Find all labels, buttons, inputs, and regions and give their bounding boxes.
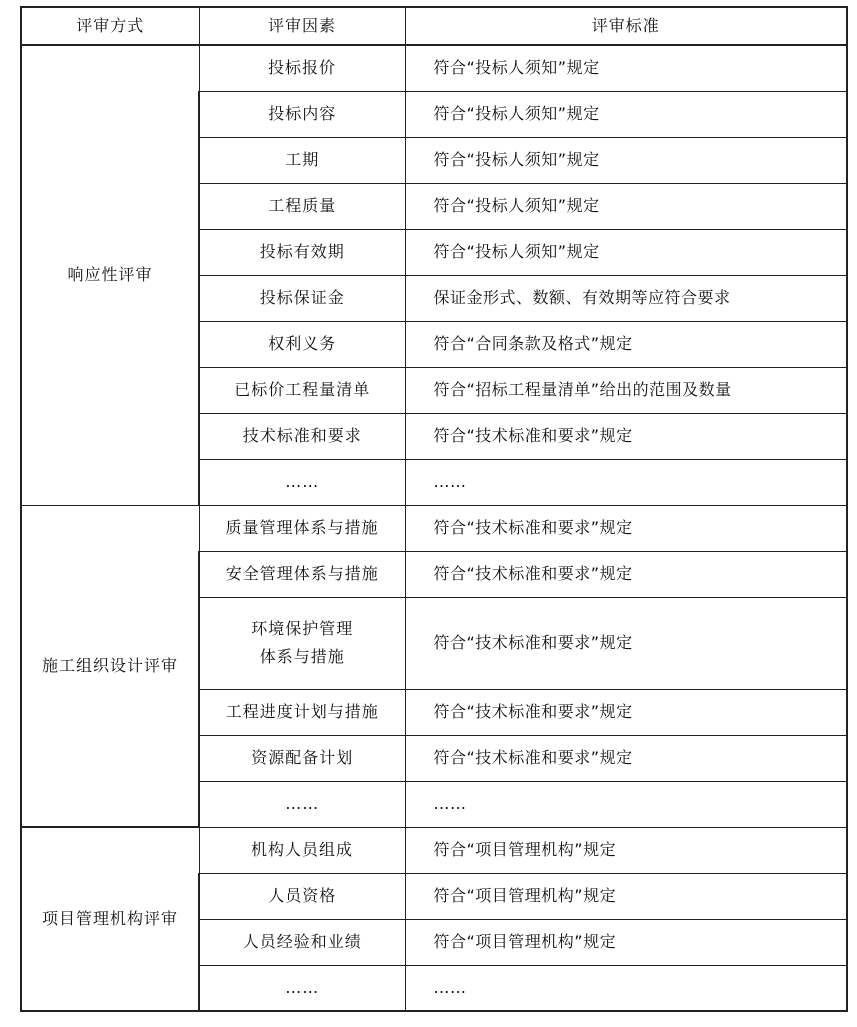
- factor-line-1: 环境保护管理: [251, 619, 354, 638]
- standard-cell: 符合“技术标准和要求”规定: [405, 413, 847, 459]
- factor-cell: 质量管理体系与措施: [199, 505, 405, 551]
- table-row: [21, 827, 847, 873]
- factor-cell: 技术标准和要求: [199, 413, 405, 459]
- factor-cell: 投标报价: [199, 45, 405, 91]
- standard-cell: 符合“投标人须知”规定: [405, 45, 847, 91]
- standard-cell: 符合“项目管理机构”规定: [405, 873, 847, 919]
- factor-cell: 机构人员组成: [199, 827, 405, 873]
- factor-cell: 工程进度计划与措施: [199, 689, 405, 735]
- standard-cell-ellipsis: ……: [405, 965, 847, 1011]
- factor-line-2: 体系与措施: [259, 647, 345, 666]
- header-method: 评审方式: [21, 7, 199, 45]
- factor-cell: 安全管理体系与措施: [199, 551, 405, 597]
- standard-cell: 符合“技术标准和要求”规定: [405, 689, 847, 735]
- method-responsiveness: 响应性评审: [21, 45, 199, 505]
- standard-cell: 符合“招标工程量清单”给出的范围及数量: [405, 367, 847, 413]
- factor-cell-two-line: [199, 597, 405, 689]
- factor-cell: 已标价工程量清单: [199, 367, 405, 413]
- factor-cell: 人员经验和业绩: [199, 919, 405, 965]
- standard-cell: 符合“投标人须知”规定: [405, 183, 847, 229]
- standard-cell: 符合“项目管理机构”规定: [405, 827, 847, 873]
- factor-cell: 投标保证金: [199, 275, 405, 321]
- standard-cell: 符合“技术标准和要求”规定: [405, 735, 847, 781]
- factor-cell-ellipsis: ……: [199, 459, 405, 505]
- factor-cell: 工程质量: [199, 183, 405, 229]
- standard-cell: 保证金形式、数额、有效期等应符合要求: [405, 275, 847, 321]
- method-project-management: 项目管理机构评审: [21, 827, 199, 1011]
- method-construction-design: 施工组织设计评审: [21, 505, 199, 827]
- standard-cell: 符合“投标人须知”规定: [405, 137, 847, 183]
- factor-cell-ellipsis: ……: [199, 781, 405, 827]
- standard-cell-ellipsis: ……: [405, 781, 847, 827]
- header-factor: 评审因素: [199, 7, 405, 45]
- standard-cell: 符合“投标人须知”规定: [405, 229, 847, 275]
- factor-cell: 投标内容: [199, 91, 405, 137]
- table-header-row: [21, 7, 847, 45]
- table-row: [21, 505, 847, 551]
- header-standard: 评审标准: [405, 7, 847, 45]
- factor-cell-ellipsis: ……: [199, 965, 405, 1011]
- standard-cell: 符合“技术标准和要求”规定: [405, 597, 847, 689]
- standard-cell: 符合“项目管理机构”规定: [405, 919, 847, 965]
- factor-cell: 资源配备计划: [199, 735, 405, 781]
- table-row: [21, 45, 847, 91]
- factor-cell: 投标有效期: [199, 229, 405, 275]
- factor-cell: 工期: [199, 137, 405, 183]
- standard-cell: 符合“合同条款及格式”规定: [405, 321, 847, 367]
- standard-cell-ellipsis: ……: [405, 459, 847, 505]
- factor-cell: 权利义务: [199, 321, 405, 367]
- standard-cell: 符合“技术标准和要求”规定: [405, 505, 847, 551]
- factor-cell: 人员资格: [199, 873, 405, 919]
- evaluation-table: [20, 6, 848, 1012]
- standard-cell: 符合“技术标准和要求”规定: [405, 551, 847, 597]
- standard-cell: 符合“投标人须知”规定: [405, 91, 847, 137]
